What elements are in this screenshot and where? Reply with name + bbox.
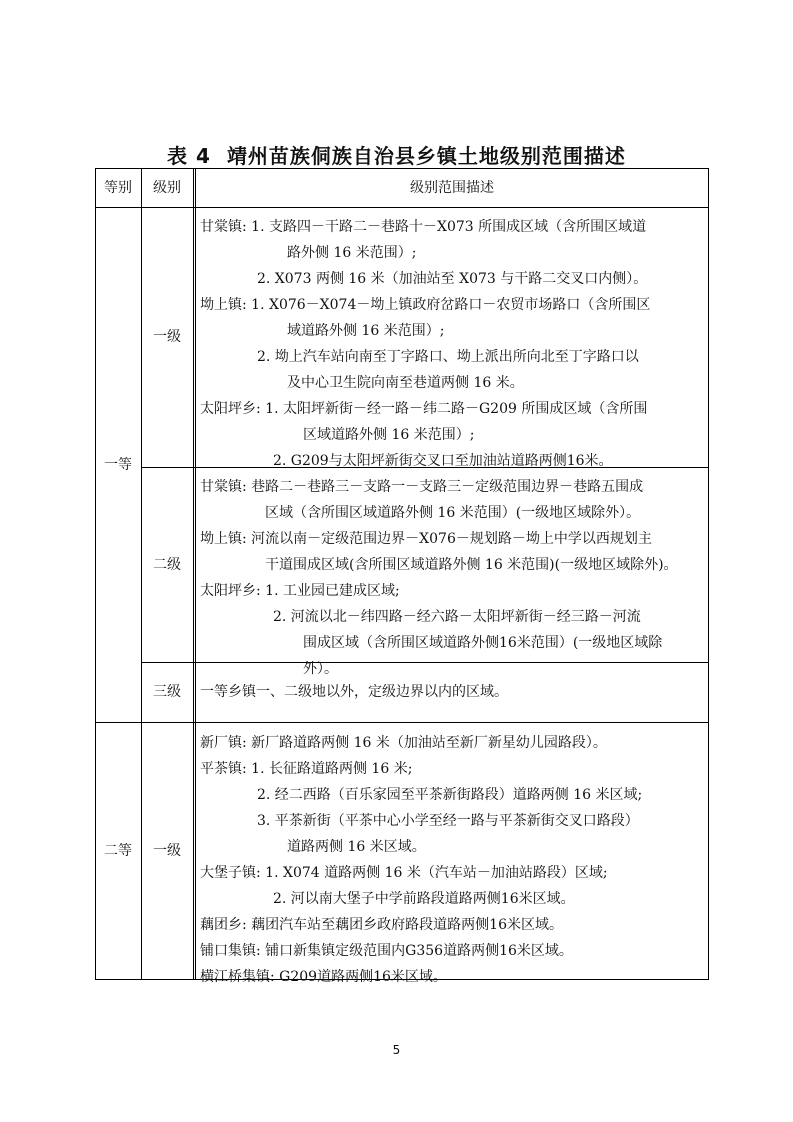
level-label-1-1: 一级 <box>153 329 181 345</box>
level-label-2-1: 一级 <box>153 843 181 859</box>
table-title-text: 靖州苗族侗族自治县乡镇土地级别范围描述 <box>226 144 626 168</box>
desc-line: 横江桥集镇: G209道路两侧16米区域。 <box>200 969 447 985</box>
desc-line: 藕团乡: 藕团汽车站至藕团乡政府路段道路两侧16米区域。 <box>200 917 563 933</box>
table-number: 表 4 <box>167 144 211 168</box>
desc-line: 2. X073 两侧 16 米（加油站至 X073 与干路二交叉口内侧）。 <box>257 271 648 287</box>
header-grade: 等别 <box>104 180 132 196</box>
desc-line: 新厂镇: 新厂路道路两侧 16 米（加油站至新厂新星幼儿园路段）。 <box>200 735 607 751</box>
desc-line: 2. 河以南大堡子中学前路段道路两侧16米区域。 <box>273 891 575 907</box>
desc-line: 3. 平茶新街（平茶中心小学至经一路与平茶新街交叉口路段） <box>257 813 639 829</box>
desc-line: 甘棠镇: 1. 支路四－干路二－巷路十－X073 所围成区域（含所围区域道 <box>200 219 647 235</box>
desc-line: 及中心卫生院向南至巷道两侧 16 米。 <box>287 375 524 391</box>
desc-line: 太阳坪乡: 1. 工业园已建成区域; <box>200 583 400 599</box>
grade-label-2: 二等 <box>104 843 132 859</box>
desc-line: 道路两侧 16 米区域。 <box>287 839 426 855</box>
desc-line: 坳上镇: 河流以南－定级范围边界－X076－规划路－坳上中学以西规划主 <box>200 531 652 547</box>
grade-divider <box>95 722 709 723</box>
page-number: 5 <box>392 1043 401 1057</box>
desc-line: 围成区域（含所围区域道路外侧16米范围）(一级地区域除 <box>303 635 663 651</box>
desc-line: 干道围成区域(含所围区域道路外侧 16 米范围)(一级地区域除外)。 <box>265 557 678 573</box>
desc-line: 2. G209与太阳坪新街交叉口至加油站道路两侧16米。 <box>273 453 613 469</box>
desc-line: 太阳坪乡: 1. 太阳坪新街－经一路－纬二路－G209 所围成区域（含所围 <box>200 401 648 417</box>
level-label-1-3: 三级 <box>153 684 181 700</box>
desc-line: 区域道路外侧 16 米范围）; <box>303 427 475 443</box>
desc-line: 外）。 <box>303 661 338 677</box>
header-divider <box>95 207 709 208</box>
desc-line: 域道路外侧 16 米范围）; <box>287 323 445 339</box>
header-description: 级别范围描述 <box>410 180 494 196</box>
desc-line: 坳上镇: 1. X076－X074－坳上镇政府岔路口－农贸市场路口（含所围区 <box>200 297 651 313</box>
level-divider-2 <box>141 662 709 663</box>
level-label-1-2: 二级 <box>153 557 181 573</box>
desc-line: 区域（含所围区域道路外侧 16 米范围）(一级地区域除外）。 <box>265 505 641 521</box>
desc-line: 2. 坳上汽车站向南至丁字路口、坳上派出所向北至丁字路口以 <box>257 349 639 365</box>
col-divider-2 <box>193 168 194 980</box>
grade-label-1: 一等 <box>104 457 132 473</box>
col-divider-2b <box>195 168 196 980</box>
desc-line: 铺口集镇: 铺口新集镇定级范围内G356道路两侧16米区域。 <box>200 943 573 959</box>
table-title <box>0 140 793 169</box>
desc-line: 路外侧 16 米范围）; <box>287 245 417 261</box>
desc-line: 大堡子镇: 1. X074 道路两侧 16 米（汽车站－加油站路段）区域; <box>200 865 608 881</box>
desc-line: 一等乡镇一、二级地以外，定级边界以内的区域。 <box>200 684 508 700</box>
header-level: 级别 <box>153 180 181 196</box>
desc-line: 2. 经二西路（百乐家园至平茶新街路段）道路两侧 16 米区域; <box>257 787 643 803</box>
desc-line: 平茶镇: 1. 长征路道路两侧 16 米; <box>200 761 413 777</box>
desc-line: 甘棠镇: 巷路二－巷路三－支路一－支路三－定级范围边界－巷路五围成 <box>200 479 644 495</box>
desc-line: 2. 河流以北－纬四路－经六路－太阳坪新街－经三路－河流 <box>273 609 641 625</box>
